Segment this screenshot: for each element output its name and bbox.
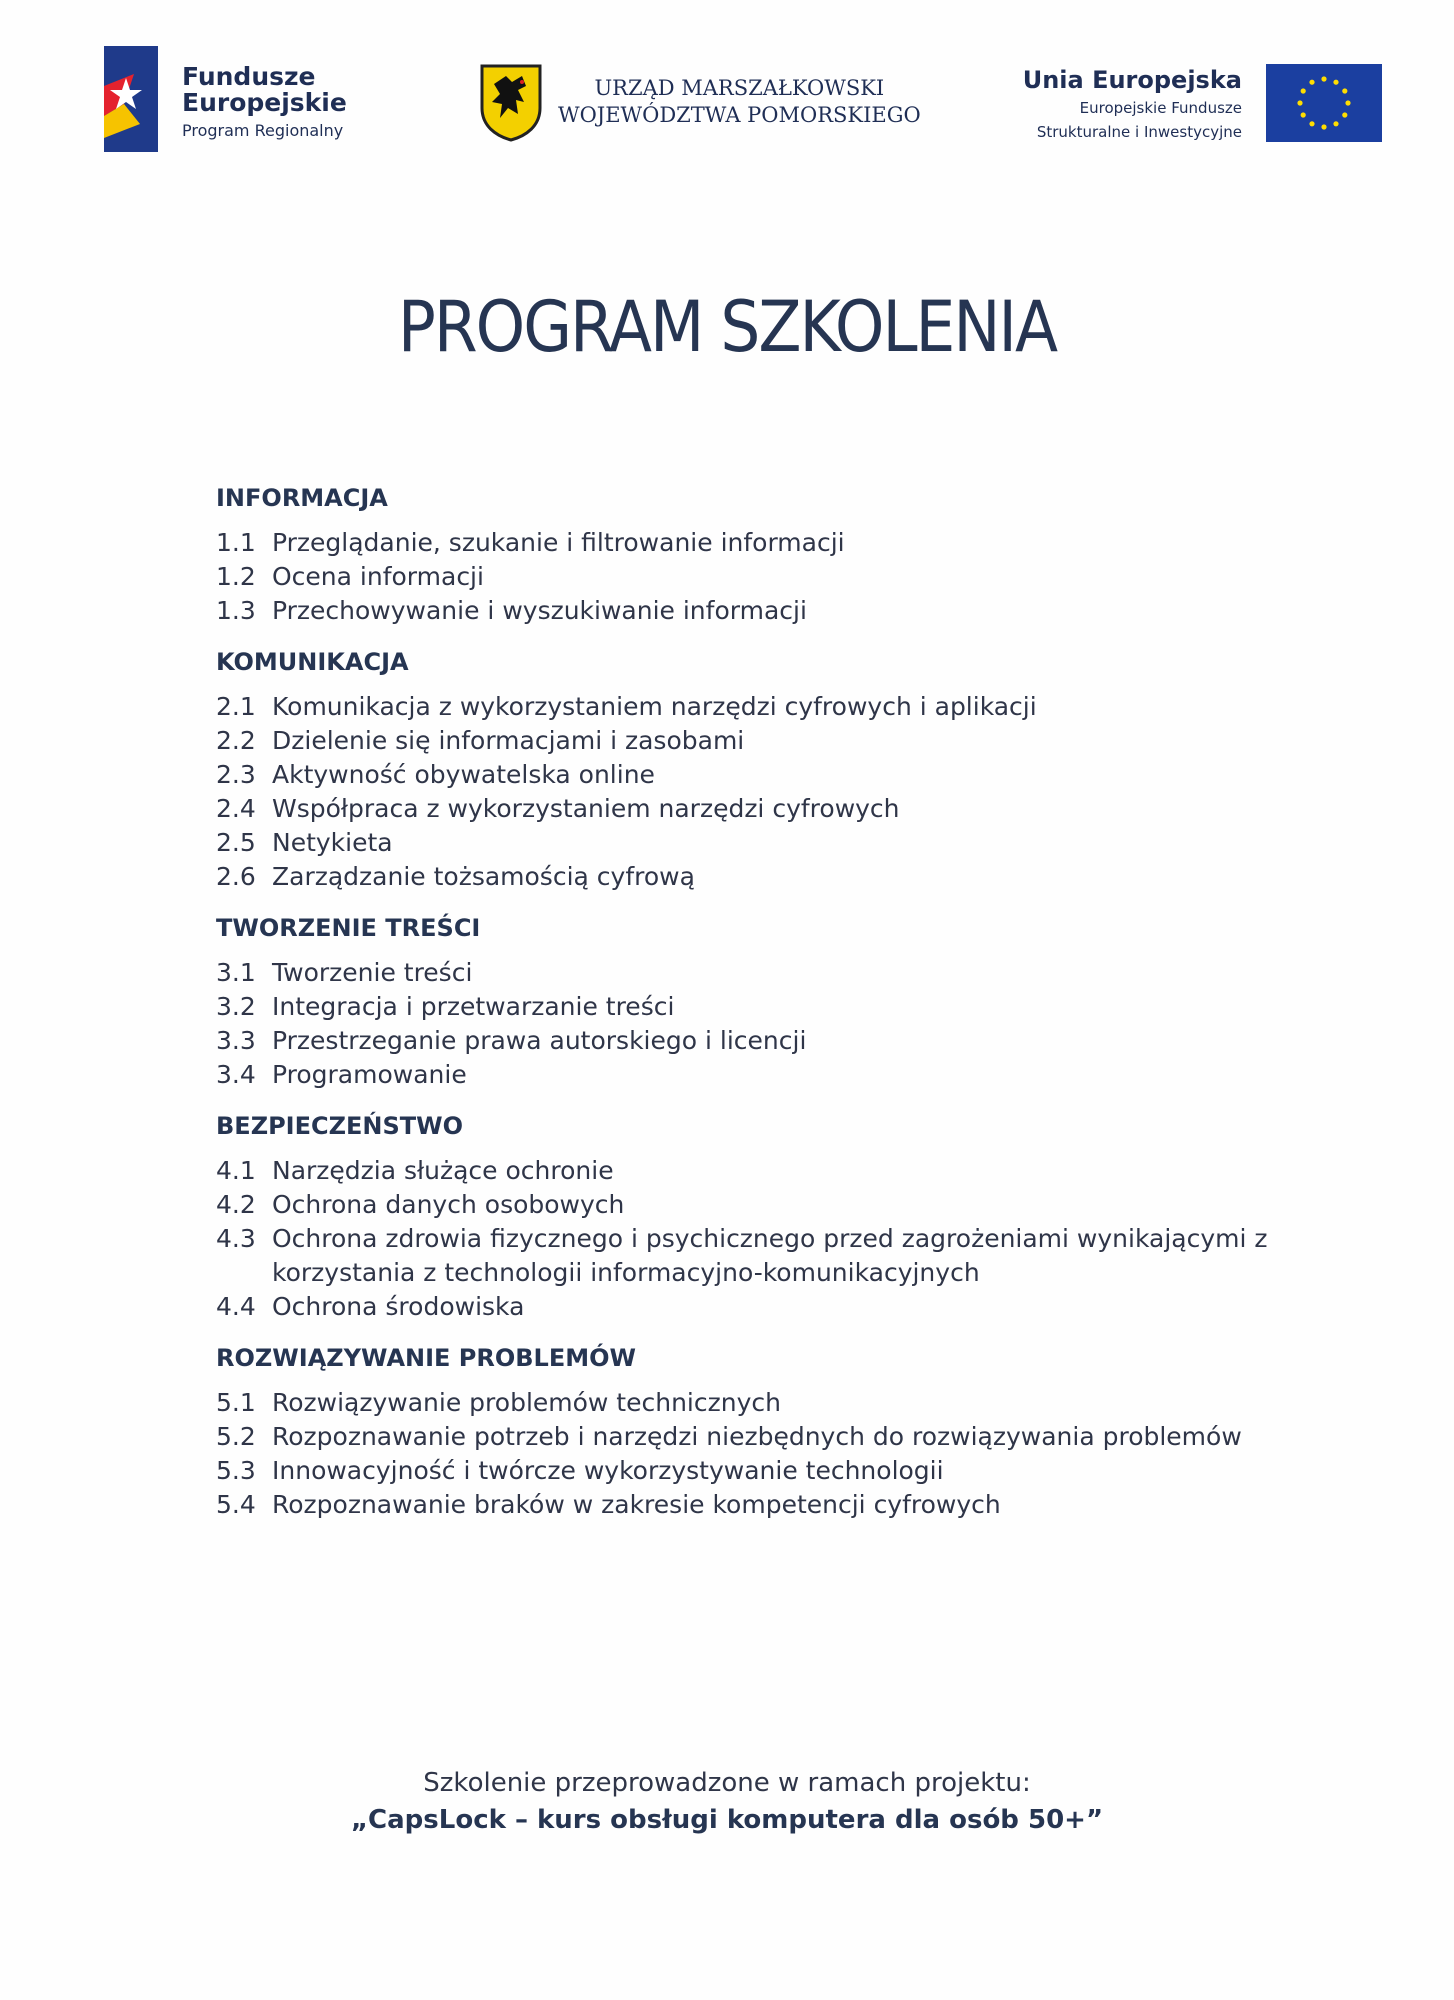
item-number: 5.2 bbox=[216, 1422, 256, 1451]
program-item bbox=[216, 1386, 1366, 1420]
program-item bbox=[216, 724, 1366, 758]
eu-star-icon bbox=[1309, 80, 1314, 85]
griffin-coat-of-arms-icon bbox=[478, 62, 544, 142]
program-section bbox=[216, 482, 1366, 628]
item-text: Programowanie bbox=[272, 1060, 467, 1089]
training-program bbox=[216, 482, 1366, 1540]
fe-title-line2: Europejskie bbox=[182, 88, 347, 117]
item-number: 5.1 bbox=[216, 1388, 256, 1417]
item-text: Rozpoznawanie braków w zakresie kompetencji cyfrowych bbox=[272, 1490, 1001, 1519]
item-text: Komunikacja z wykorzystaniem narzędzi cyfrowych i aplikacji bbox=[272, 692, 1037, 721]
umwp-line2: WOJEWÓDZTWA POMORSKIEGO bbox=[558, 103, 921, 127]
item-number: 4.3 bbox=[216, 1224, 256, 1253]
unia-europejska-logo bbox=[1023, 64, 1382, 142]
item-text: Rozwiązywanie problemów technicznych bbox=[272, 1388, 781, 1417]
program-item bbox=[216, 860, 1366, 894]
item-number: 1.2 bbox=[216, 562, 256, 591]
program-item bbox=[216, 1188, 1366, 1222]
eu-star-icon bbox=[1333, 80, 1338, 85]
item-text: Tworzenie treści bbox=[272, 958, 473, 987]
item-number: 4.2 bbox=[216, 1190, 256, 1219]
item-number: 5.4 bbox=[216, 1490, 256, 1519]
item-text: Przeglądanie, szukanie i filtrowanie informacji bbox=[272, 528, 845, 557]
eu-title: Unia Europejska bbox=[1022, 66, 1242, 94]
item-number: 2.4 bbox=[216, 794, 256, 823]
section-title: INFORMACJA bbox=[216, 484, 388, 512]
eu-star-icon bbox=[1301, 88, 1306, 93]
item-number: 2.3 bbox=[216, 760, 256, 789]
program-item bbox=[216, 1222, 1366, 1290]
item-text: Współpraca z wykorzystaniem narzędzi cyfrowych bbox=[272, 794, 900, 823]
program-item bbox=[216, 1024, 1366, 1058]
eu-star-icon bbox=[1345, 100, 1350, 105]
item-number: 4.4 bbox=[216, 1292, 256, 1321]
item-number: 5.3 bbox=[216, 1456, 256, 1485]
program-item bbox=[216, 1154, 1366, 1188]
eu-star-icon bbox=[1309, 121, 1314, 126]
item-text: Przestrzeganie prawa autorskiego i licencji bbox=[272, 1026, 807, 1055]
fe-subtitle: Program Regionalny bbox=[182, 121, 344, 140]
item-number: 3.1 bbox=[216, 958, 256, 987]
item-number: 3.3 bbox=[216, 1026, 256, 1055]
program-item bbox=[216, 826, 1366, 860]
item-text: Aktywność obywatelska online bbox=[272, 760, 655, 789]
item-number: 4.1 bbox=[216, 1156, 256, 1185]
program-item bbox=[216, 1290, 1366, 1324]
item-text: Rozpoznawanie potrzeb i narzędzi niezbędnych do rozwiązywania problemów bbox=[272, 1422, 1242, 1451]
item-text: Ocena informacji bbox=[272, 562, 484, 591]
program-item bbox=[216, 526, 1366, 560]
item-number: 2.5 bbox=[216, 828, 256, 857]
item-text: Przechowywanie i wyszukiwanie informacji bbox=[272, 596, 807, 625]
program-section bbox=[216, 646, 1366, 894]
fe-title-line1: Fundusze bbox=[182, 62, 316, 91]
eu-star-icon bbox=[1297, 100, 1302, 105]
program-item bbox=[216, 1058, 1366, 1092]
program-item bbox=[216, 1454, 1366, 1488]
item-text: Innowacyjność i twórcze wykorzystywanie technologii bbox=[272, 1456, 944, 1485]
item-text: Dzielenie się informacjami i zasobami bbox=[272, 726, 745, 755]
item-number: 2.1 bbox=[216, 692, 256, 721]
eu-star-icon bbox=[1342, 88, 1347, 93]
fundusze-europejskie-logo bbox=[104, 46, 347, 152]
program-section bbox=[216, 1110, 1366, 1324]
item-text: Ochrona środowiska bbox=[272, 1292, 525, 1321]
section-title: BEZPIECZEŃSTWO bbox=[216, 1112, 464, 1140]
project-name: „CapsLock – kurs obsługi komputera dla osób 50+” bbox=[350, 1805, 1104, 1835]
item-number: 1.1 bbox=[216, 528, 256, 557]
program-item bbox=[216, 690, 1366, 724]
eu-star-icon bbox=[1321, 124, 1326, 129]
item-number: 1.3 bbox=[216, 596, 256, 625]
program-section bbox=[216, 1342, 1366, 1522]
eu-sub-line1: Europejskie Fundusze bbox=[1079, 99, 1242, 117]
umwp-line1: URZĄD MARSZAŁKOWSKI bbox=[594, 76, 885, 100]
section-title: ROZWIĄZYWANIE PROBLEMÓW bbox=[216, 1344, 636, 1372]
section-title: KOMUNIKACJA bbox=[216, 648, 409, 676]
eu-flag-icon bbox=[1266, 64, 1382, 142]
item-number: 2.6 bbox=[216, 862, 256, 891]
eu-sub-line2: Strukturalne i Inwestycyjne bbox=[1036, 123, 1242, 141]
page-title: PROGRAM SZKOLENIA bbox=[397, 286, 1057, 368]
program-item bbox=[216, 956, 1366, 990]
urzad-marszalkowski-logo bbox=[478, 62, 921, 142]
program-item bbox=[216, 1488, 1366, 1522]
item-text: Ochrona danych osobowych bbox=[272, 1190, 625, 1219]
eu-star-icon bbox=[1333, 121, 1338, 126]
program-item bbox=[216, 758, 1366, 792]
fundusze-europejskie-emblem-icon bbox=[104, 46, 158, 152]
eu-star-icon bbox=[1301, 112, 1306, 117]
section-title: TWORZENIE TREŚCI bbox=[216, 914, 481, 942]
program-item bbox=[216, 594, 1366, 628]
program-item bbox=[216, 560, 1366, 594]
item-number: 2.2 bbox=[216, 726, 256, 755]
project-footer bbox=[0, 1764, 1454, 1838]
eu-star-icon bbox=[1321, 76, 1326, 81]
item-text: Zarządzanie tożsamością cyfrową bbox=[272, 862, 695, 891]
program-item bbox=[216, 792, 1366, 826]
program-item bbox=[216, 990, 1366, 1024]
item-text: Narzędzia służące ochronie bbox=[272, 1156, 614, 1185]
program-section bbox=[216, 912, 1366, 1092]
item-text: Ochrona zdrowia fizycznego i psychicznego przed zagrożeniami wynikającymi z korzystania z technologii informacyjno-komunikacyjnych bbox=[272, 1224, 1268, 1287]
eu-star-icon bbox=[1342, 112, 1347, 117]
program-item bbox=[216, 1420, 1366, 1454]
footer-intro: Szkolenie przeprowadzone w ramach projektu: bbox=[423, 1768, 1031, 1798]
item-number: 3.2 bbox=[216, 992, 256, 1021]
item-number: 3.4 bbox=[216, 1060, 256, 1089]
item-text: Integracja i przetwarzanie treści bbox=[272, 992, 675, 1021]
item-text: Netykieta bbox=[272, 828, 393, 857]
